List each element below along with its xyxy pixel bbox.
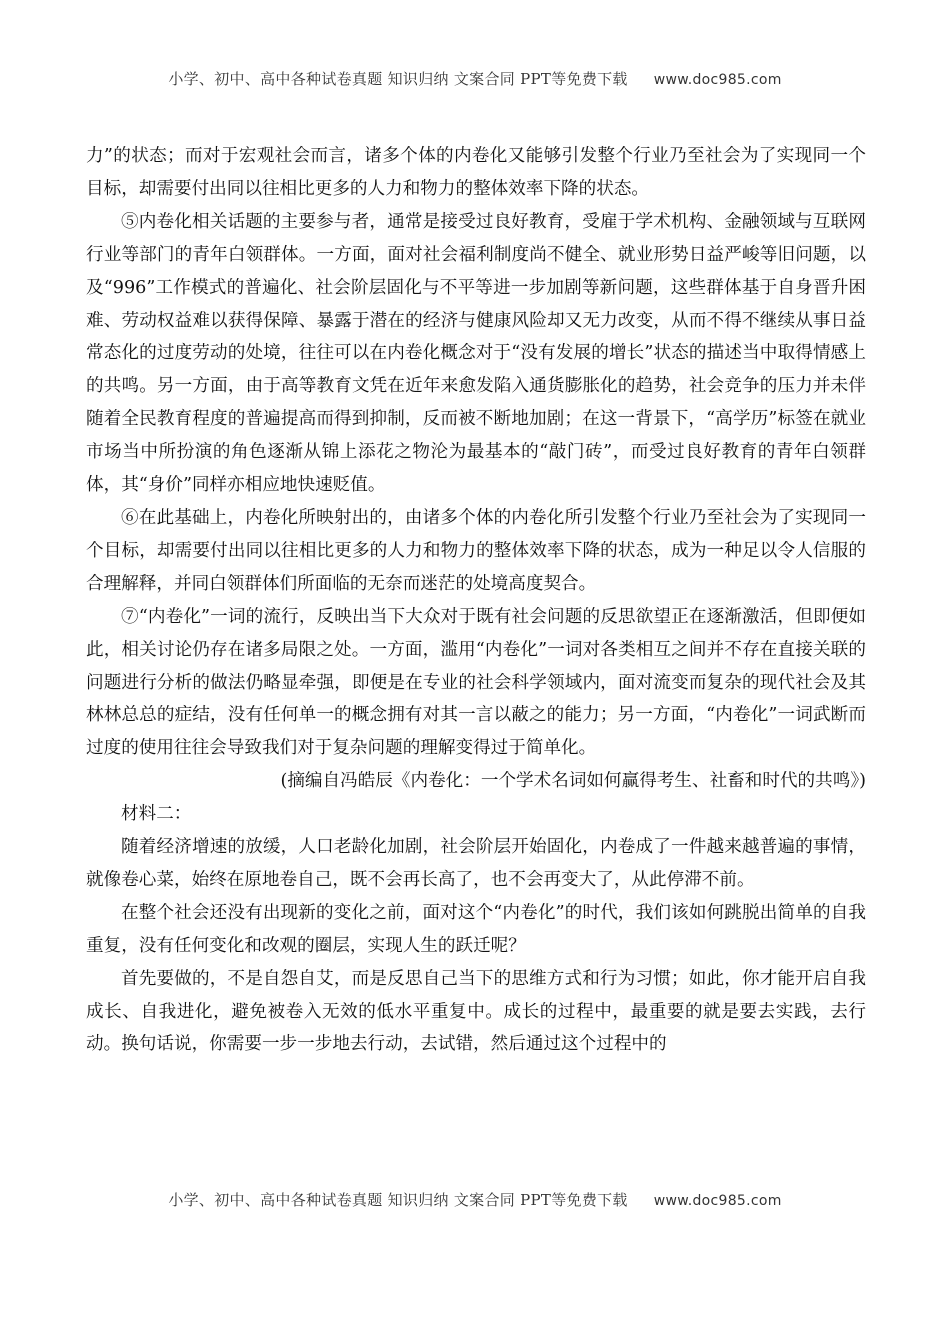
paragraph-7: ⑦“内卷化”一词的流行，反映出当下大众对于既有社会问题的反思欲望正在逐渐激活，但即便如此，相关讨论仍存在诸多局限之处。一方面，滥用“内卷化”一词对各类相互之间并不存在直接关联的问题进行分析的做法仍略显牵强，即便是在专业的社会科学领域内，面对流变而复杂的现代社会及其林林总总的症结，没有任何单一的概念拥有对其一言以蔽之的能力；另一方面，“内卷化”一词武断而过度的使用往往会导致我们对于复杂问题的理解变得过于简单化。 [86, 606, 866, 759]
paragraph-4-continued: 力”的状态；而对于宏观社会而言，诸多个体的内卷化又能够引发整个行业乃至社会为了实现同一个目标，却需要付出同以往相比更多的人力和物力的整体效率下降的状态。 [86, 146, 866, 199]
article-body [86, 140, 866, 1061]
paragraph-6: ⑥在此基础上，内卷化所映射出的，由诸多个体的内卷化所引发整个行业乃至社会为了实现同一个目标，却需要付出同以往相比更多的人力和物力的整体效率下降的状态，成为一种足以令人信服的合理解释，并同白领群体们所面临的无奈而迷茫的处境高度契合。 [86, 507, 866, 594]
page-header [0, 68, 950, 89]
header-text: 小学、初中、高中各种试卷真题 知识归纳 文案合同 PPT等免费下载 [168, 70, 628, 88]
paragraph-5: ⑤内卷化相关话题的主要参与者，通常是接受过良好教育，受雇于学术机构、金融领域与互联网行业等部门的青年白领群体。一方面，面对社会福利制度尚不健全、就业形势日益严峻等旧问题，以及“996”工作模式的普遍化、社会阶层固化与不平等进一步加剧等新问题，这些群体基于自身晋升困难、劳动权益难以获得保障、暴露于潜在的经济与健康风险却又无力改变，从而不得不继续从事日益常态化的过度劳动的处境，往往可以在内卷化概念对于“没有发展的增长”状态的描述当中取得情感上的共鸣。另一方面，由于高等教育文凭在近年来愈发陷入通货膨胀化的趋势，社会竞争的压力并未伴随着全民教育程度的普遍提高而得到抑制，反而被不断地加剧；在这一背景下，“高学历”标签在就业市场当中所扮演的角色逐渐从锦上添花之物沦为最基本的“敲门砖”，而受过良好教育的青年白领群体，其“身价”同样亦相应地快速贬值。 [86, 211, 866, 496]
header-url-link[interactable]: www.doc985.com [653, 72, 782, 88]
footer-text: 小学、初中、高中各种试卷真题 知识归纳 文案合同 PPT等免费下载 [168, 1191, 628, 1209]
footer-url-link[interactable]: www.doc985.com [653, 1193, 782, 1209]
page-footer [0, 1189, 950, 1210]
material-2-paragraph-1: 随着经济增速的放缓，人口老龄化加剧，社会阶层开始固化，内卷成了一件越来越普遍的事情，就像卷心菜，始终在原地卷自己，既不会再长高了，也不会再变大了，从此停滞不前。 [86, 837, 866, 890]
material-2-paragraph-3: 首先要做的，不是自怨自艾，而是反思自己当下的思维方式和行为习惯；如此，你才能开启自我成长、自我进化，避免被卷入无效的低水平重复中。成长的过程中，最重要的就是要去实践，去行动。换句话说，你需要一步一步地去行动，去试错，然后通过这个过程中的 [86, 968, 866, 1055]
material-2-paragraph-2: 在整个社会还没有出现新的变化之前，面对这个“内卷化”的时代，我们该如何跳脱出简单的自我重复，没有任何变化和改观的圈层，实现人生的跃迁呢？ [86, 902, 866, 956]
source-citation: (摘编自冯皓辰《内卷化：一个学术名词如何赢得考生、社畜和时代的共鸣》) [280, 771, 866, 792]
material-2-heading: 材料二： [121, 804, 192, 825]
